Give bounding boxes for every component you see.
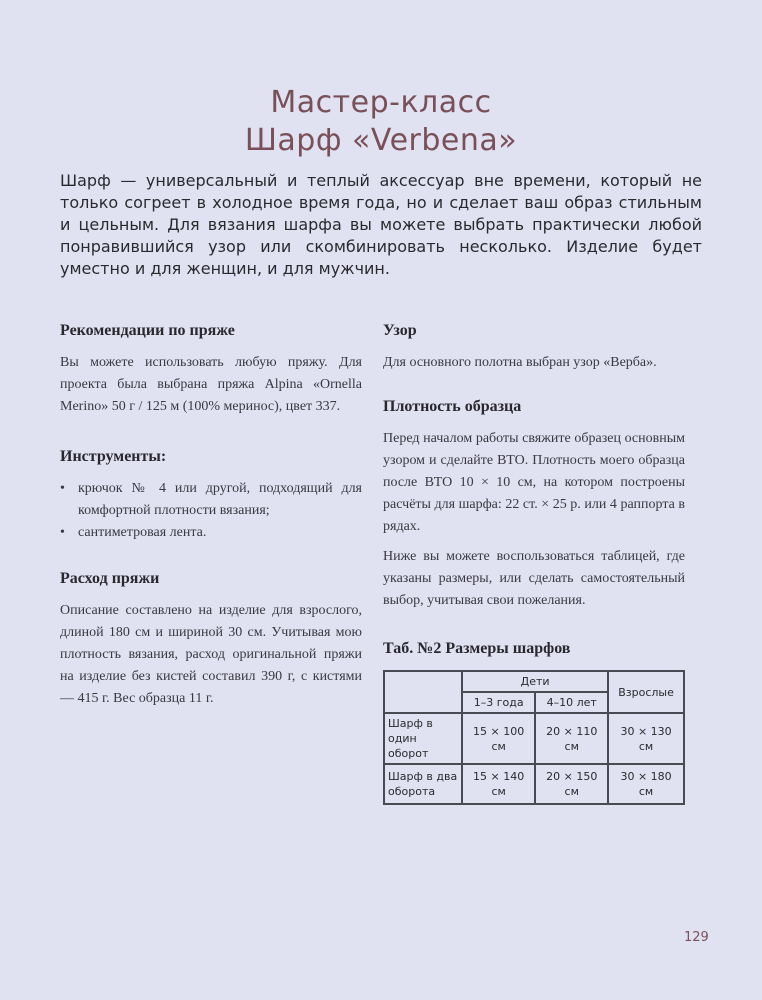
pattern-section [383,320,685,374]
table-cell: 30 × 180 см [608,764,684,804]
tools-list [60,478,362,544]
left-column [60,320,362,732]
tools-list-item: • крючок № 4 или другой, подходящий для комфортной плотности вязания; [78,478,362,522]
table-row [384,764,684,804]
pattern-text: Для основного полотна выбран узор «Верба». [383,355,657,370]
consumption-section [60,568,362,710]
yarn-section [60,320,362,418]
title-line-1: Мастер-класс [270,85,492,120]
table-cell: 15 × 100 см [462,713,535,764]
page-title [0,84,762,160]
table-corner-cell [384,671,462,713]
row-label: Шарф в два оборота [384,764,462,804]
yarn-text: Вы можете использовать любую пряжу. Для проекта была выбрана пряжа Alpina «Ornella Merino» 50 г / 125 м (100% меринос), цвет 337. [60,355,362,414]
sizes-table-heading: Таб. №2 Размеры шарфов [383,640,571,657]
yarn-heading: Рекомендации по пряже [60,322,235,339]
header-adults: Взрослые [608,671,684,713]
table-header-row [384,671,684,692]
sizes-table-section [383,638,685,805]
table-cell: 30 × 130 см [608,713,684,764]
gauge-text-1: Перед началом работы свяжите образец основным узором и сделайте ВТО. Плотность моего образца после ВТО 10 × 10 см, на котором построены расчёты для шарфа: 22 ст. × 25 р. или 4 раппорта в рядах. [383,431,685,534]
tools-section [60,446,362,544]
gauge-section [383,396,685,612]
header-children: Дети [462,671,608,692]
consumption-text: Описание составлено на изделие для взрослого, длиной 180 см и шириной 30 см. Учитывая мою плотность вязания, расход оригинальной пряжи на изделие без кистей составил 390 г, с кистями — 415 г. Вес образца 11 г. [60,603,362,706]
tools-list-item: • сантиметровая лента. [78,522,362,544]
gauge-text-2: Ниже вы можете воспользоваться таблицей, где указаны размеры, или сделать самостоятельный выбор, учитывая свои пожелания. [383,549,685,608]
table-cell: 15 × 140 см [462,764,535,804]
title-line-2: Шарф «Verbena» [244,123,518,158]
intro-paragraph: Шарф — универсальный и теплый аксессуар вне времени, который не только согреет в холодное время года, но и сделает ваш образ стильным и цельным. Для вязания шарфа вы можете выбрать практически любой понравившийся узор или скомбинировать несколько. Изделие будет уместно и для женщин, и для мужчин. [60,171,702,278]
subheader-age-1-3: 1–3 года [462,692,535,713]
table-cell: 20 × 150 см [535,764,608,804]
row-label: Шарф в один оборот [384,713,462,764]
subheader-age-4-10: 4–10 лет [535,692,608,713]
page-number: 129 [684,930,709,945]
sizes-table [383,670,685,805]
table-cell: 20 × 110 см [535,713,608,764]
right-column [383,320,685,827]
pattern-heading: Узор [383,322,417,339]
tools-heading: Инструменты: [60,448,167,465]
consumption-heading: Расход пряжи [60,570,160,587]
gauge-heading: Плотность образца [383,398,522,415]
table-row [384,713,684,764]
